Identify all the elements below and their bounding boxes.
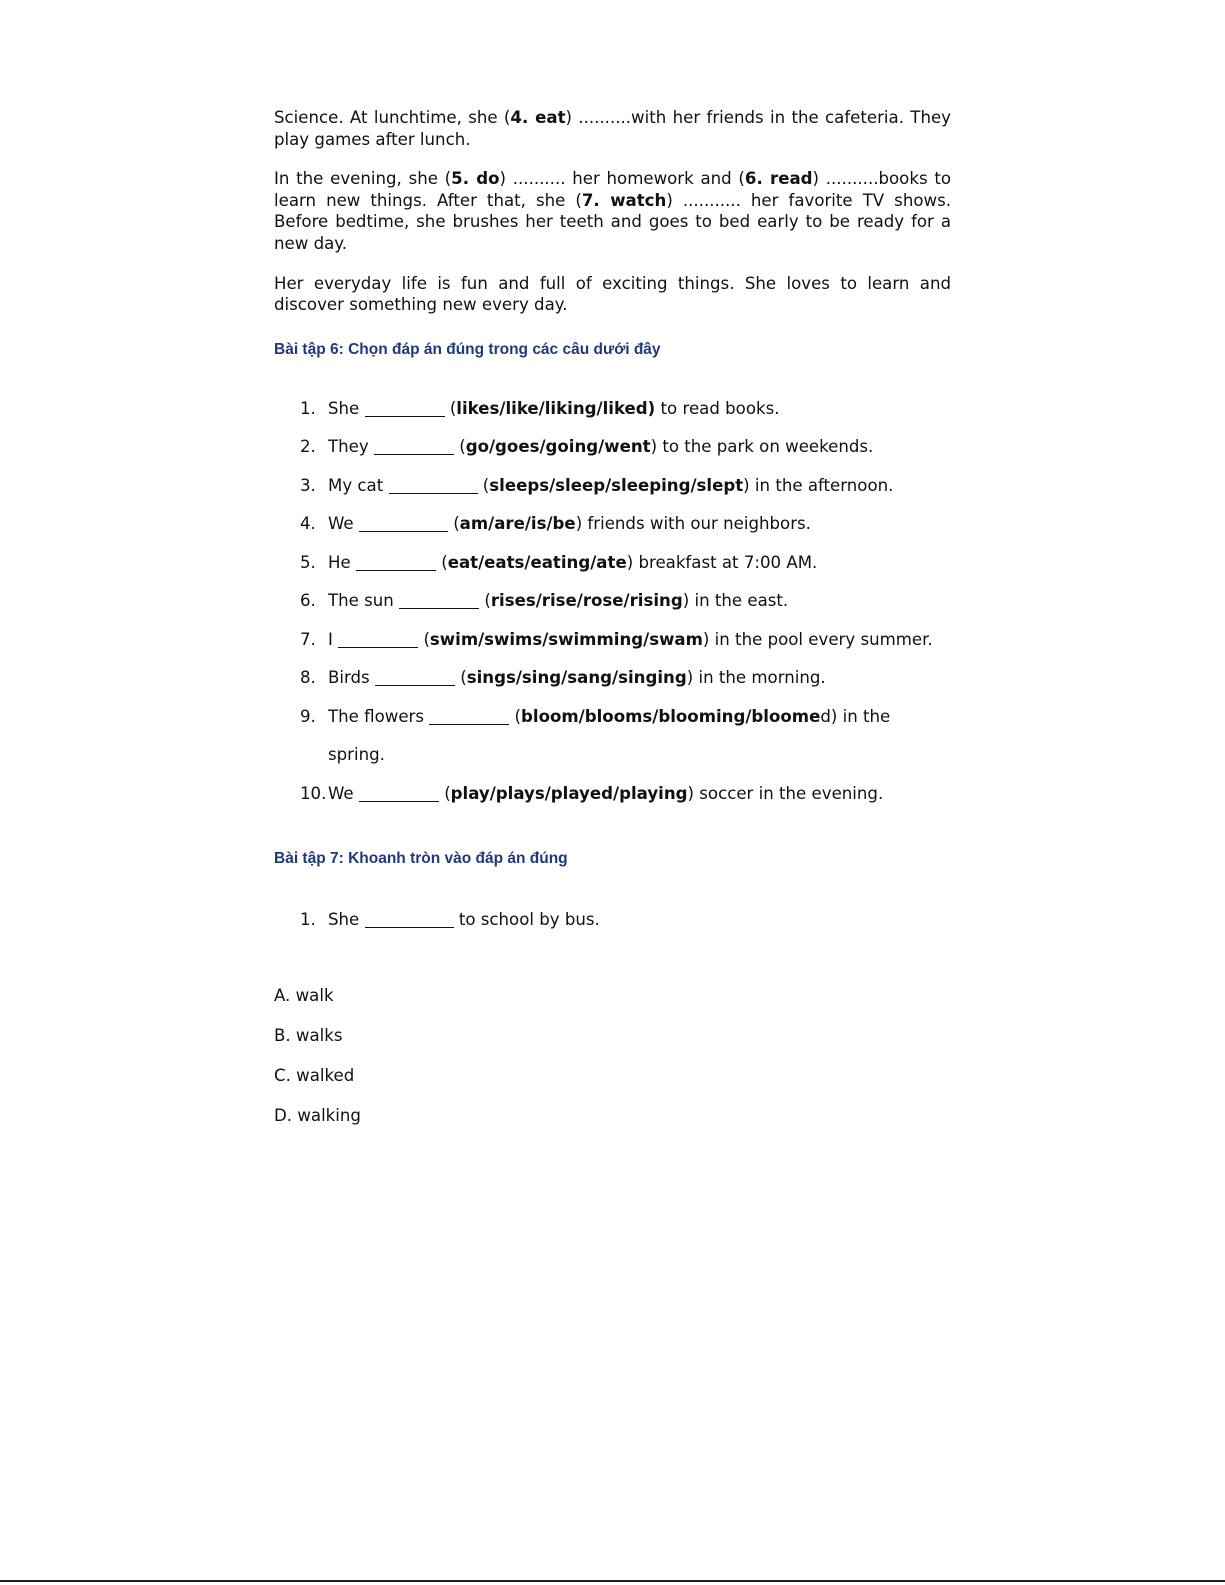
question-text: to school by bus. xyxy=(453,910,600,930)
question-number: 2. xyxy=(300,437,316,457)
question-text: ( xyxy=(479,591,491,611)
passage-paragraph-3: Her everyday life is fun and full of exciting things. She loves to learn and discover something new every day. xyxy=(274,273,951,315)
page-content xyxy=(274,107,951,1136)
question-text: The flowers xyxy=(328,706,430,726)
question-text: ( xyxy=(453,437,466,457)
answer-choices: go/goes/going/went xyxy=(465,437,651,457)
answer-blank[interactable] xyxy=(375,669,455,687)
passage-paragraph-1 xyxy=(274,107,951,150)
answer-choices: am/are/is/be xyxy=(459,514,576,534)
exercise-7-list xyxy=(274,901,951,940)
verb-prompt: 6. read xyxy=(744,169,813,189)
question-text: ( xyxy=(438,783,451,803)
question-item xyxy=(274,467,951,506)
question-item xyxy=(274,659,951,698)
question-text: My cat xyxy=(328,475,389,495)
answer-choices: sings/sing/sang/singing xyxy=(466,668,687,688)
question-text: ) in the afternoon. xyxy=(743,475,894,495)
question-text: ( xyxy=(454,668,467,688)
question-text: ) to the park on weekends. xyxy=(650,437,874,457)
question-text: She xyxy=(328,398,365,418)
verb-prompt: 7. watch xyxy=(581,190,667,210)
answer-choices: rises/rise/rose/rising xyxy=(490,591,683,611)
exercise-7-heading: Bài tập 7: Khoanh tròn vào đáp án đúng xyxy=(274,850,568,868)
passage-text: ) ..........with her friends in the cafeteria. They play games after lunch. xyxy=(274,108,951,149)
answer-blank[interactable] xyxy=(338,630,418,648)
answer-choices: swim/swims/swimming/swam xyxy=(429,629,703,649)
question-item xyxy=(274,544,951,583)
question-text: I xyxy=(328,629,339,649)
verb-prompt: 5. do xyxy=(451,169,500,189)
answer-choices: play/plays/played/playing xyxy=(450,783,688,803)
question-text: ( xyxy=(444,398,457,418)
question-item xyxy=(274,390,951,429)
passage-text: ) ........... her favorite TV shows. Before bedtime, she brushes her teeth and goes to bed early to be ready for a new day. xyxy=(274,190,951,253)
question-text: ) breakfast at 7:00 AM. xyxy=(626,552,818,572)
question-text: The sun xyxy=(328,591,400,611)
passage-paragraph-2 xyxy=(274,168,951,254)
page-bottom-divider xyxy=(0,1580,1225,1582)
question-text: d) in the spring. xyxy=(328,706,891,765)
passage-text: Science. At lunchtime, she ( xyxy=(274,108,511,127)
question-item xyxy=(274,621,951,660)
passage-text: ) .......... her homework and ( xyxy=(499,169,745,189)
question-text: She xyxy=(328,910,365,930)
question-text: ( xyxy=(447,514,460,534)
question-text: They xyxy=(328,437,374,457)
question-text: to read books. xyxy=(655,398,780,418)
verb-prompt: 4. eat xyxy=(510,108,566,127)
question-item xyxy=(274,582,951,621)
question-text: ( xyxy=(477,475,490,495)
question-number: 10. xyxy=(300,783,327,803)
answer-blank[interactable] xyxy=(365,911,454,929)
question-item xyxy=(274,775,951,814)
answer-choices: sleeps/sleep/sleeping/slept xyxy=(489,475,744,495)
option-b[interactable]: B. walks xyxy=(274,1025,343,1045)
question-number: 9. xyxy=(300,706,316,726)
question-number: 1. xyxy=(300,910,316,930)
question-text: ( xyxy=(509,706,522,726)
question-text: ( xyxy=(418,629,430,649)
question-text: ) soccer in the evening. xyxy=(687,783,884,803)
answer-blank[interactable] xyxy=(356,553,436,571)
passage-text: In the evening, she ( xyxy=(274,169,452,189)
question-number: 6. xyxy=(300,591,316,611)
passage-text: ) ..........books to learn new things. After that, she ( xyxy=(274,169,951,210)
question-text: We xyxy=(328,514,359,534)
question-item xyxy=(274,505,951,544)
question-number: 7. xyxy=(300,629,316,649)
question-item xyxy=(274,428,951,467)
answer-choices: likes/like/liking/liked) xyxy=(456,398,656,418)
question-item xyxy=(274,901,951,940)
answer-blank[interactable] xyxy=(389,476,478,494)
option-d[interactable]: D. walking xyxy=(274,1105,361,1125)
answer-choices: eat/eats/eating/ate xyxy=(447,552,627,572)
question-text: ) friends with our neighbors. xyxy=(575,514,811,534)
option-c[interactable]: C. walked xyxy=(274,1065,355,1085)
question-text: ) in the pool every summer. xyxy=(702,629,933,649)
answer-options xyxy=(274,976,951,1136)
answer-blank[interactable] xyxy=(359,784,439,802)
question-text: Birds xyxy=(328,668,375,688)
answer-blank[interactable] xyxy=(374,438,454,456)
question-text: We xyxy=(328,783,359,803)
question-number: 8. xyxy=(300,668,316,688)
exercise-6-list xyxy=(274,390,951,814)
question-number: 5. xyxy=(300,552,316,572)
answer-choices: bloom/blooms/blooming/bloome xyxy=(521,706,821,726)
answer-blank[interactable] xyxy=(399,592,479,610)
question-number: 3. xyxy=(300,475,316,495)
question-text: ) in the east. xyxy=(682,591,789,611)
question-text: ) in the morning. xyxy=(686,668,826,688)
answer-blank[interactable] xyxy=(365,399,445,417)
answer-blank[interactable] xyxy=(359,515,448,533)
question-item xyxy=(274,698,951,775)
question-number: 4. xyxy=(300,514,316,534)
question-text: ( xyxy=(435,552,448,572)
exercise-6-heading: Bài tập 6: Chọn đáp án đúng trong các câu dưới đây xyxy=(274,340,661,358)
option-a[interactable]: A. walk xyxy=(274,985,334,1005)
question-number: 1. xyxy=(300,398,316,418)
answer-blank[interactable] xyxy=(429,707,509,725)
question-text: He xyxy=(328,552,356,572)
